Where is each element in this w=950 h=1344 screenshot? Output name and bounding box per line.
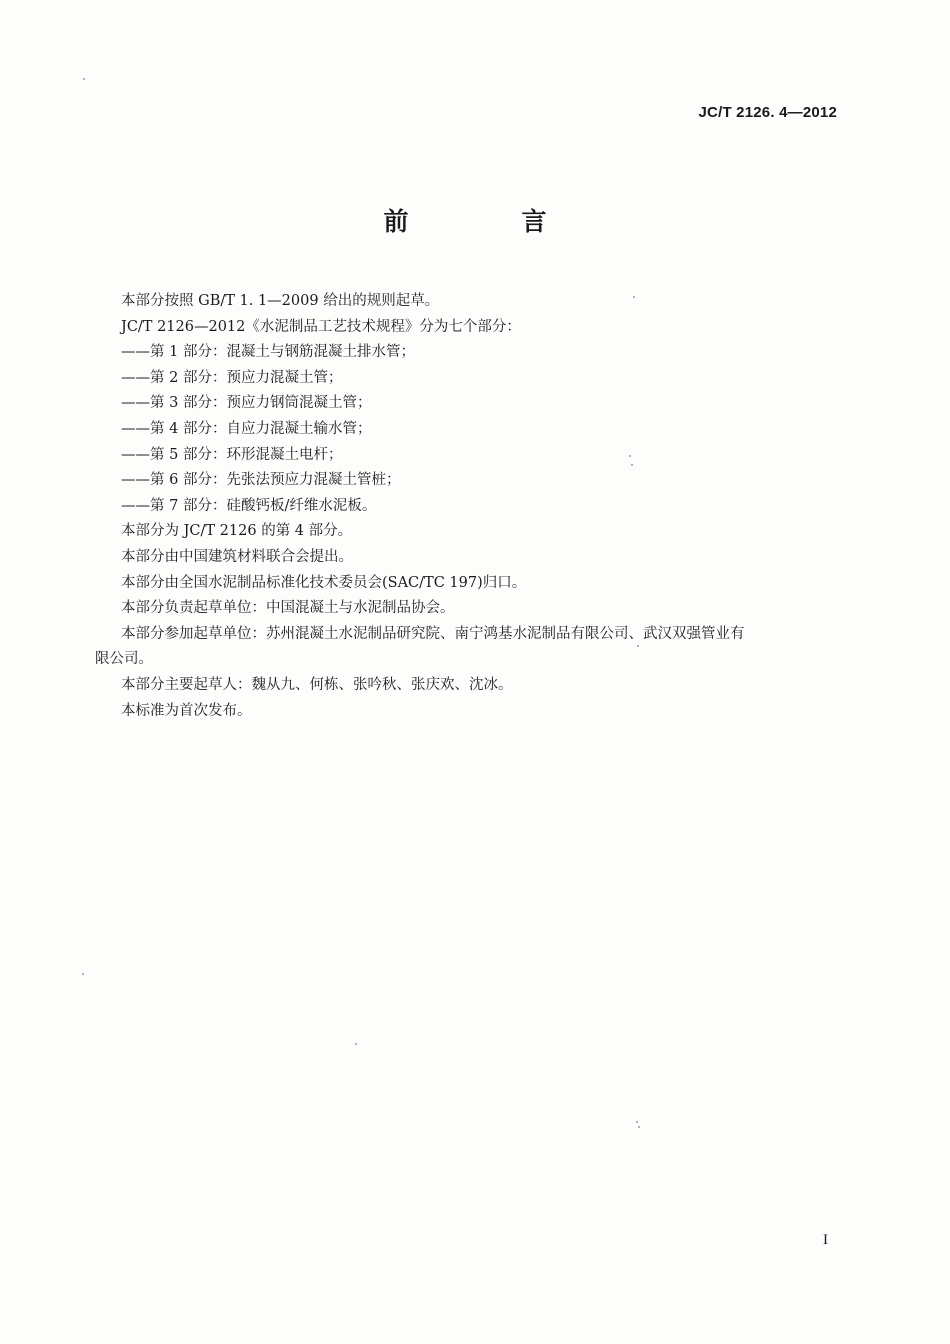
scan-speck (629, 455, 631, 457)
list-item-part-7: ——第 7 部分：硅酸钙板/纤维水泥板。 (121, 497, 377, 514)
paragraph: JC/T 2126—2012《水泥制品工艺技术规程》分为七个部分： (121, 318, 521, 335)
scan-speck (631, 464, 633, 466)
list-item-part-4: ——第 4 部分：自应力混凝土输水管； (121, 420, 372, 437)
standard-number: JC/T 2126. 4—2012 (698, 104, 837, 121)
participating-units-line-2: 限公司。 (95, 651, 153, 668)
scan-speck (83, 78, 85, 80)
scan-speck (638, 1126, 640, 1128)
paragraph: 本部分负责起草单位：中国混凝土与水泥制品协会。 (121, 600, 455, 617)
list-item-part-1: ——第 1 部分：混凝土与钢筋混凝土排水管； (121, 344, 415, 361)
paragraph: 本部分主要起草人：魏从九、何栋、张吟秋、张庆欢、沈冰。 (121, 676, 513, 693)
page-number: I (823, 1232, 828, 1248)
paragraph: 本部分由全国水泥制品标准化技术委员会(SAC/TC 197)归口。 (121, 574, 527, 591)
scan-speck (355, 1043, 357, 1045)
scan-speck (633, 296, 635, 298)
paragraph: 本部分为 JC/T 2126 的第 4 部分。 (121, 523, 353, 540)
paragraph: 本部分由中国建筑材料联合会提出。 (121, 548, 353, 565)
list-item-part-2: ——第 2 部分：预应力混凝土管； (121, 369, 343, 386)
scan-speck (637, 645, 639, 647)
paragraph: 本标准为首次发布。 (121, 702, 252, 719)
list-item-part-6: ——第 6 部分：先张法预应力混凝土管桩； (121, 472, 401, 489)
participating-units-line-1: 本部分参加起草单位：苏州混凝土水泥制品研究院、南宁鸿基水泥制品有限公司、武汉双强管业有 (121, 625, 745, 642)
list-item-part-5: ——第 5 部分：环形混凝土电杆； (121, 446, 343, 463)
foreword-body (95, 289, 845, 724)
scan-speck (636, 1121, 638, 1123)
scan-speck (82, 973, 84, 975)
list-item-part-3: ——第 3 部分：预应力钢筒混凝土管； (121, 395, 372, 412)
page-title: 前 言 (383, 207, 591, 236)
paragraph: 本部分按照 GB/T 1. 1—2009 给出的规则起草。 (121, 293, 440, 309)
